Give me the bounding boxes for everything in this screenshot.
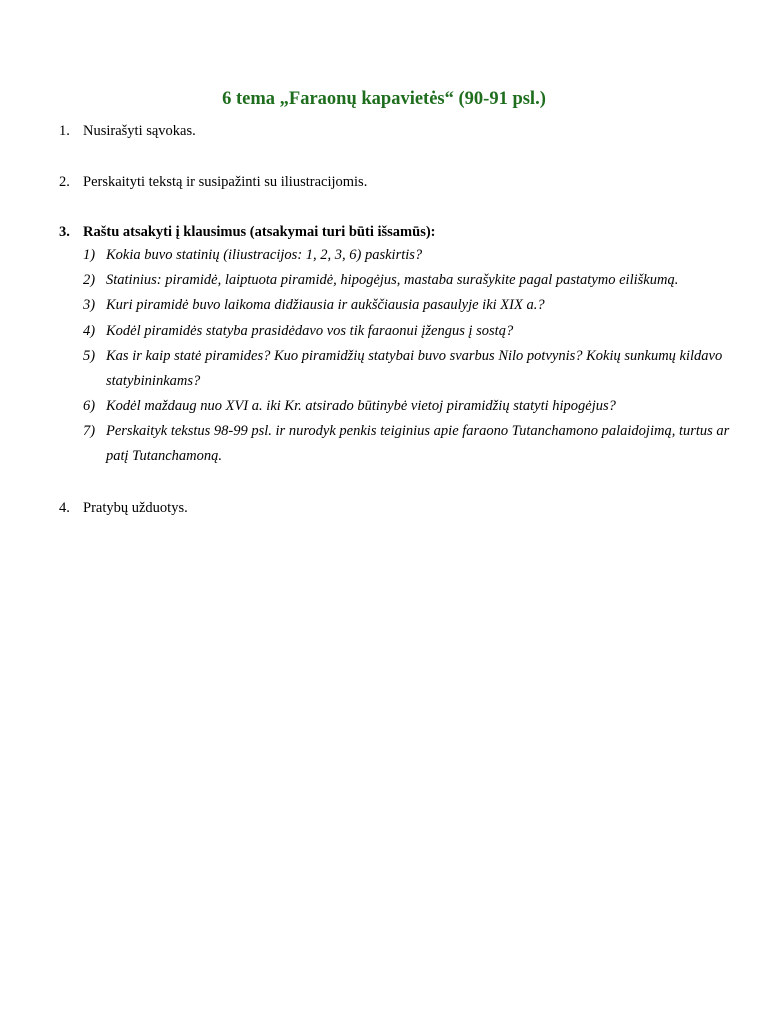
question-item-5 [83, 344, 733, 394]
question-item-7 [83, 419, 733, 469]
list-item-4 [59, 498, 729, 518]
list-item-3 [59, 222, 729, 242]
list-text: Nusirašyti sąvokas. [83, 123, 196, 139]
question-item-3 [83, 293, 733, 318]
question-text: Kodėl maždaug nuo XVI a. iki Kr. atsirado būtinybė vietoj piramidžių statyti hipogėjus? [106, 398, 616, 414]
list-number: 1. [59, 123, 70, 139]
question-number: 1) [83, 247, 96, 263]
list-text: Raštu atsakyti į klausimus (atsakymai turi būti išsamūs): [83, 224, 436, 240]
list-text: Pratybų užduotys. [83, 500, 188, 516]
question-text: Statinius: piramidė, laiptuota piramidė, hipogėjus, mastaba surašykite pagal pastatymo eiliškumą. [106, 272, 679, 288]
question-text: Kuri piramidė buvo laikoma didžiausia ir aukščiausia pasaulyje iki XIX a.? [106, 297, 545, 313]
question-number: 2) [83, 272, 96, 288]
question-text: Kokia buvo statinių (iliustracijos: 1, 2, 3, 6) paskirtis? [106, 247, 423, 263]
question-item-4 [83, 319, 733, 344]
question-number: 6) [83, 398, 96, 414]
question-number: 7) [83, 423, 96, 439]
question-item-6 [83, 394, 733, 419]
question-number: 5) [83, 348, 96, 364]
question-text: Kas ir kaip statė piramides? Kuo piramidžių statybai buvo svarbus Nilo potvynis? Kokių sunkumų kildavo statybininkams? [106, 348, 723, 389]
page-title: 6 tema „Faraonų kapavietės“ (90-91 psl.) [222, 89, 546, 109]
question-text: Kodėl piramidės statyba prasidėdavo vos tik faraonui įžengus į sostą? [106, 323, 514, 339]
list-number: 4. [59, 500, 70, 516]
list-number: 2. [59, 174, 70, 190]
question-item-1 [83, 243, 733, 268]
question-number: 4) [83, 323, 96, 339]
question-item-2 [83, 268, 733, 293]
list-item-1 [59, 121, 729, 141]
list-item-2 [59, 172, 729, 192]
question-text: Perskaityk tekstus 98-99 psl. ir nurodyk penkis teiginius apie faraono Tutanchamono palaidojimą, turtus ar patį Tutanchamoną. [106, 423, 730, 464]
list-text: Perskaityti tekstą ir susipažinti su iliustracijomis. [83, 174, 368, 190]
list-number: 3. [59, 224, 70, 240]
question-number: 3) [83, 297, 96, 313]
